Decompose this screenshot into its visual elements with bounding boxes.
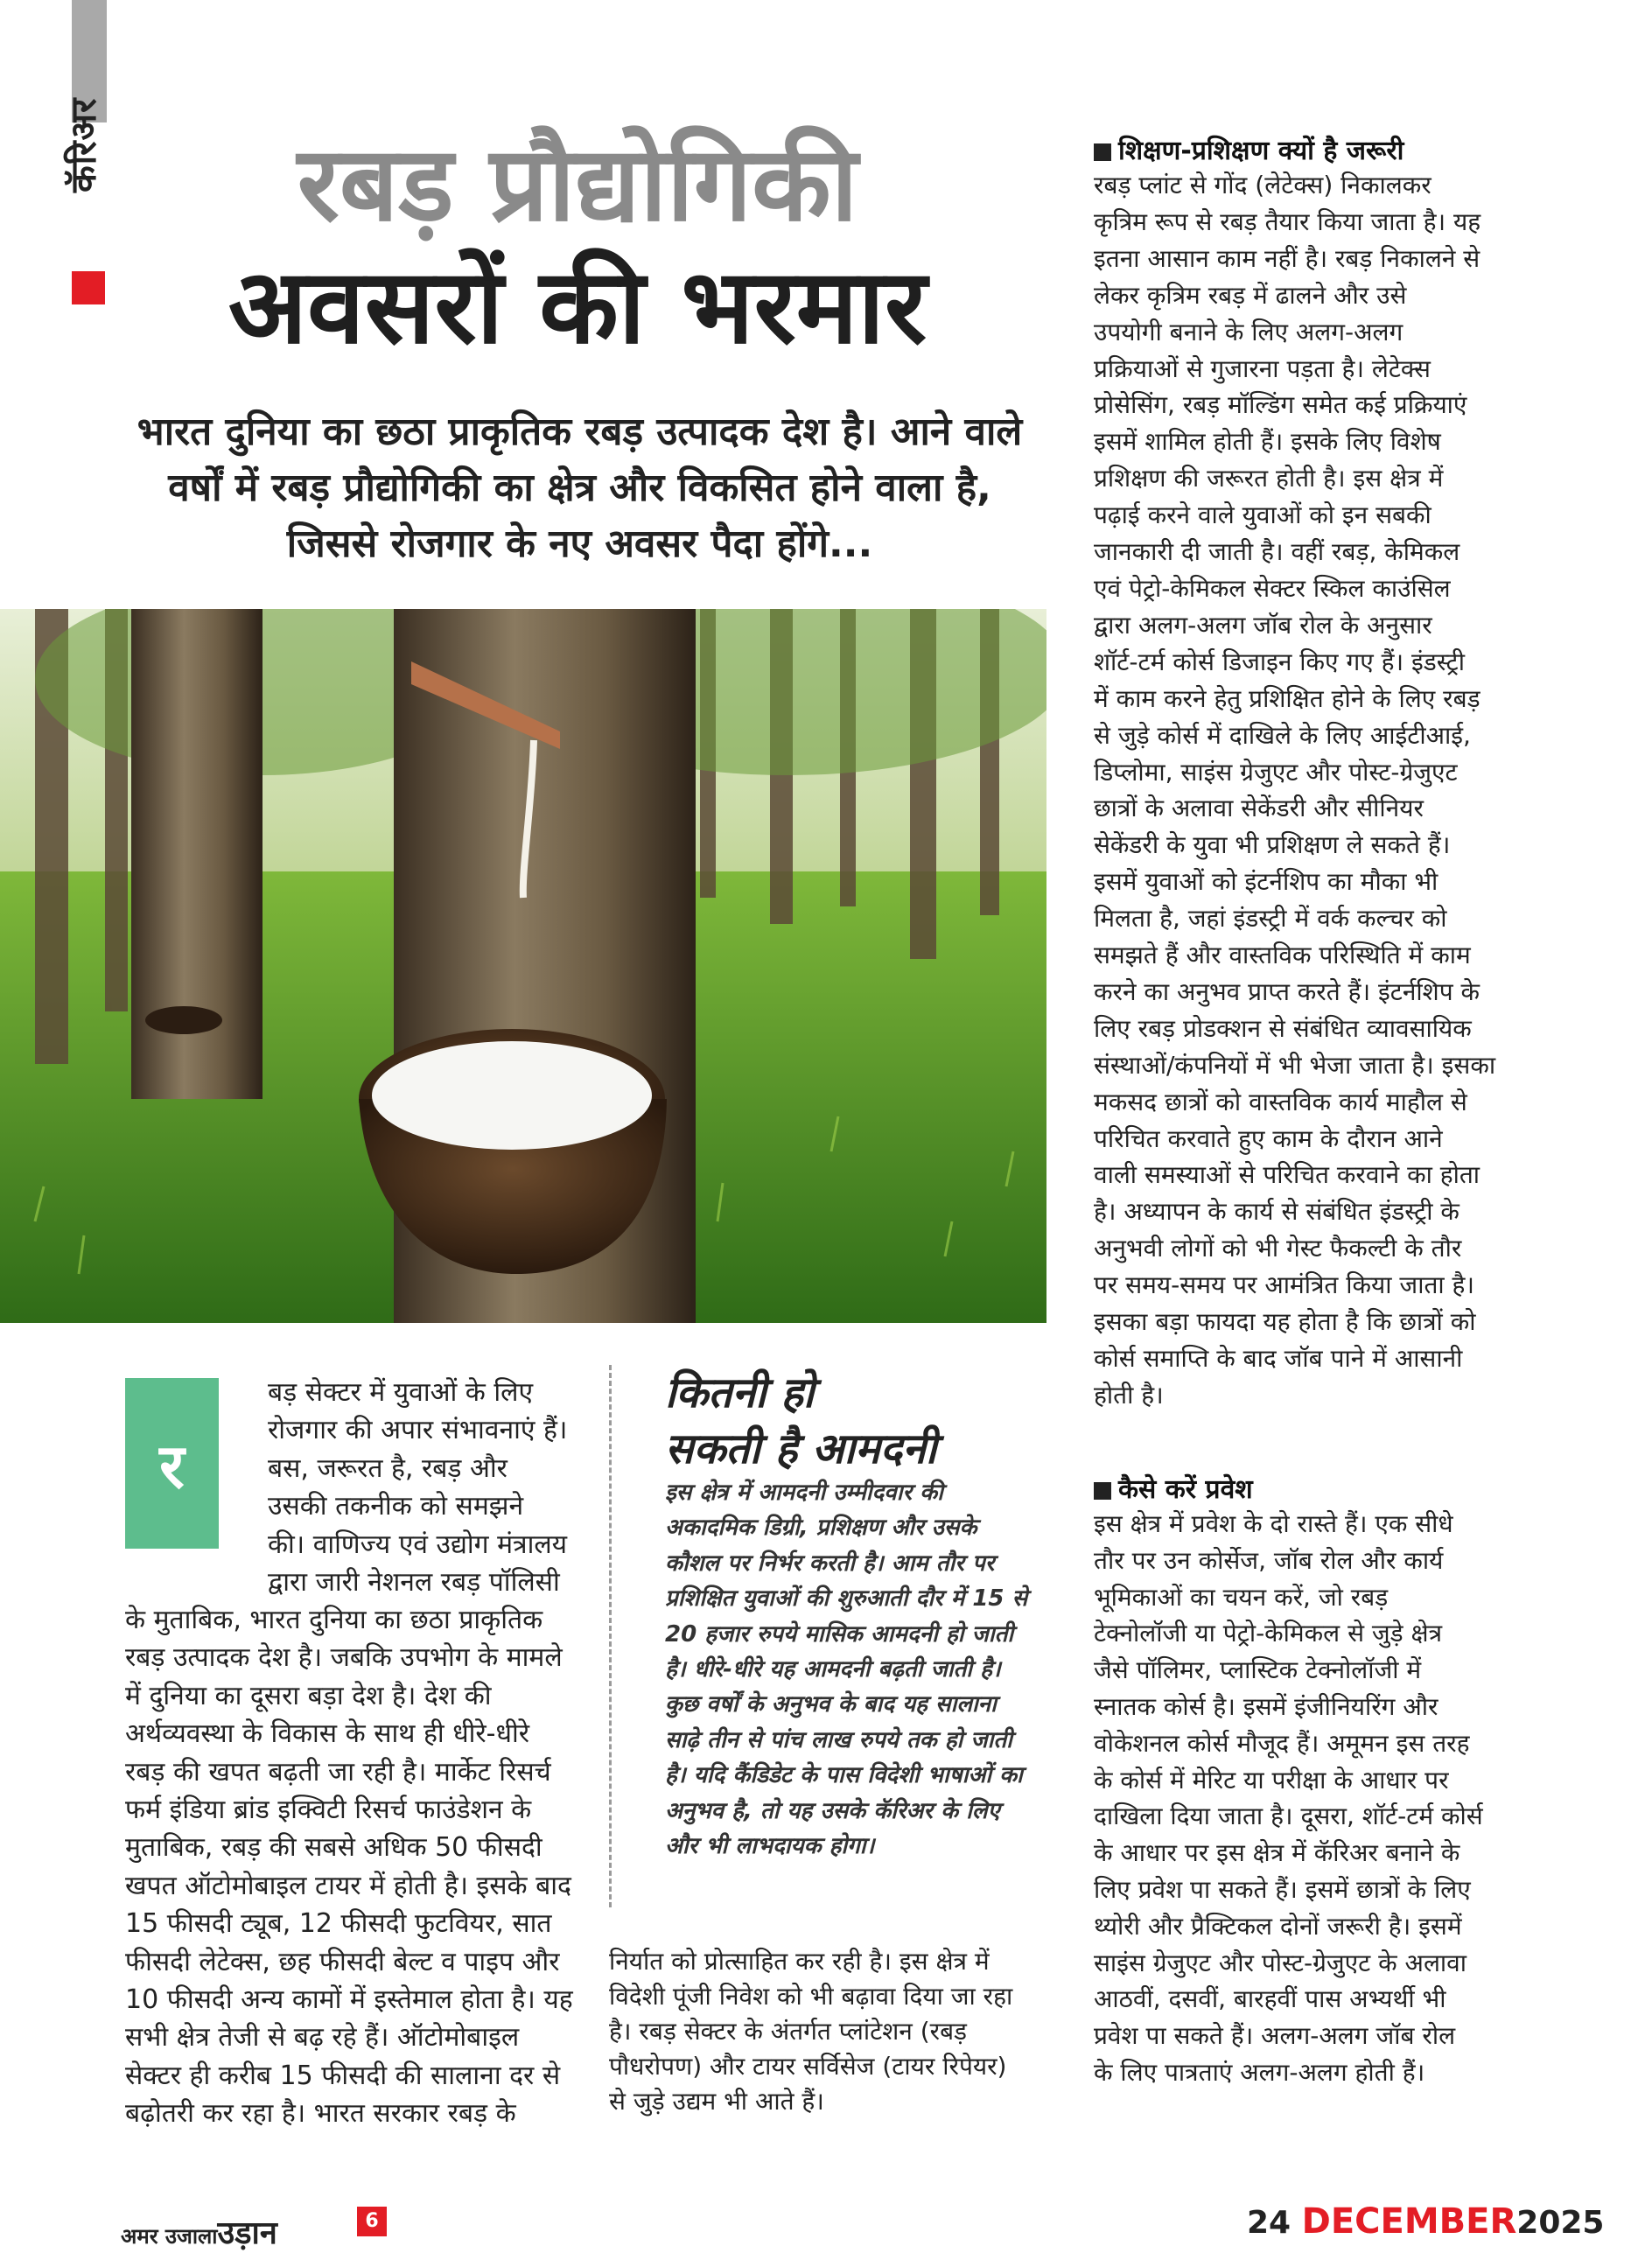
income-title-line-1: कितनी हो [665, 1368, 815, 1417]
admission-line: साइंस ग्रेजुएट और पोस्ट-ग्रेजुएट के अलावा [1094, 1948, 1466, 1977]
training-line: रबड़ प्लांट से गोंद (लेटेक्स) निकालकर [1094, 171, 1432, 199]
admission-line: प्रवेश पा सकते हैं। अलग-अलग जॉब रोल [1094, 2021, 1456, 2051]
training-line: पढ़ाई करने वाले युवाओं को इन सबकी [1094, 500, 1432, 530]
income-line: साढ़े तीन से पांच लाख रुपये तक हो जाती [665, 1726, 1012, 1753]
income-line: 20 हजार रुपये मासिक आमदनी हो जाती [665, 1620, 1014, 1648]
middle-tail [609, 1944, 1046, 2119]
admission-body [1094, 1506, 1549, 2091]
bullet-square-icon [1094, 143, 1111, 161]
admission-line: के कोर्स में मेरिट या परीक्षा के आधार पर [1094, 1765, 1449, 1795]
middle-tail-line: है। रबड़ सेक्टर के अंतर्गत प्लांटेशन (रबड़ [609, 2017, 968, 2046]
section-label-text: कॅरिअर [65, 97, 103, 192]
admission-line: इस क्षेत्र में प्रवेश के दो रास्ते हैं। एक सीधे [1094, 1509, 1453, 1538]
admission-line: जैसे पॉलिमर, प्लास्टिक टेक्नोलॉजी में [1094, 1655, 1422, 1685]
income-line: है। यदि कैंडिडेट के पास विदेशी भाषाओं का [665, 1762, 1023, 1789]
admission-heading-text: कैसे करें प्रवेश [1118, 1474, 1253, 1505]
intro-lead-line: की। वाणिज्य एवं उद्योग मंत्रालय [268, 1529, 568, 1560]
income-line: और भी लाभदायक होगा। [665, 1833, 875, 1860]
page-number: 6 [357, 2207, 387, 2236]
income-line: अकादमिक डिग्री, प्रशिक्षण और उसके [665, 1515, 977, 1542]
training-line: शॉर्ट-टर्म कोर्स डिजाइन किए गए हैं। इंडस्ट्री [1094, 647, 1465, 676]
admission-line: आठवीं, दसवीं, बारहवीं पास अभ्यर्थी भी [1094, 1984, 1446, 2014]
training-line: जानकारी दी जाती है। वहीं रबड़, केमिकल [1094, 537, 1460, 567]
middle-tail-line: विदेशी पूंजी निवेश को भी बढ़ावा दिया जा रहा [609, 1982, 1013, 2011]
income-line: है। धीरे-धीरे यह आमदनी बढ़ती जाती है। [665, 1656, 1001, 1683]
training-line: होती है। [1094, 1380, 1164, 1410]
training-line: मिलता है, जहां इंडस्ट्री में वर्क कल्चर को [1094, 904, 1447, 934]
rubber-tree-illustration [0, 609, 1046, 1323]
intro-body [125, 1601, 580, 2133]
intro-lead-line: द्वारा जारी नेशनल रबड़ पॉलिसी [268, 1567, 560, 1599]
training-line: इतना आसान काम नहीं है। रबड़ निकालने से [1094, 243, 1480, 273]
admission-line: लिए प्रवेश पा सकते हैं। इसमें छात्रों के लिए [1094, 1874, 1471, 1904]
intro-body-line: सभी क्षेत्र तेजी से बढ़ रहे हैं। ऑटोमोबाइल [125, 2022, 520, 2054]
date-year: 2025 [1516, 2205, 1605, 2241]
brand-small: अमर उजाला [121, 2224, 218, 2249]
intro-lead-line: रोजगार की अपार संभावनाएं हैं। [268, 1415, 568, 1446]
admission-heading [1094, 1470, 1549, 1506]
intro-lead [268, 1374, 583, 1601]
training-line: छात्रों के अलावा सेकेंडरी और सीनियर [1094, 794, 1424, 823]
income-title-line-2: सकती है आमदनी [665, 1424, 937, 1473]
intro-body-line: फीसदी लेटेक्स, छह फीसदी बेल्ट व पाइप और [125, 1946, 560, 1977]
publication-logo [121, 2210, 277, 2253]
issue-date [1247, 2201, 1604, 2242]
training-line: समझते हैं और वास्तविक परिस्थिति में काम [1094, 941, 1471, 970]
intro-lead-line: बड़ सेक्टर में युवाओं के लिए [268, 1377, 534, 1408]
training-line: प्रशिक्षण की जरूरत होती है। इस क्षेत्र में [1094, 464, 1444, 493]
training-line: सेकेंडरी के युवा भी प्रशिक्षण ले सकते हैं। [1094, 830, 1451, 860]
admission-line: के लिए पात्रताएं अलग-अलग होती हैं। [1094, 2057, 1425, 2087]
training-line: उपयोगी बनाने के लिए अलग-अलग [1094, 317, 1404, 346]
income-sidebar-title [665, 1365, 954, 1477]
intro-body-line: मुताबिक, रबड़ की सबसे अधिक 50 फीसदी [125, 1832, 542, 1864]
admission-line: थ्योरी और प्रैक्टिकल दोनों जरूरी है। इसमें [1094, 1911, 1462, 1941]
intro-body-line: में दुनिया का दूसरा बड़ा देश है। देश की [125, 1680, 492, 1711]
date-month: DECEMBER [1301, 2201, 1517, 2242]
income-sidebar-body [665, 1475, 1050, 1864]
training-body [1094, 167, 1549, 1414]
income-line: कुछ वर्षों के अनुभव के बाद यह सालाना [665, 1691, 997, 1718]
training-line: लेकर कृत्रिम रबड़ में ढालने और उसे [1094, 280, 1407, 310]
training-line: लिए रबड़ प्रोडक्शन से संबंधित व्यावसायिक [1094, 1013, 1472, 1043]
admission-line: वोकेशनल कोर्स मौजूद हैं। अमूमन इस तरह [1094, 1728, 1470, 1758]
headline-line-2: अवसरों की भरमार [228, 246, 928, 367]
bullet-square-icon [1094, 1482, 1111, 1500]
training-line: कृत्रिम रूप से रबड़ तैयार किया जाता है। यह [1094, 206, 1481, 236]
headline [140, 122, 1015, 367]
intro-body-line: फर्म इंडिया ब्रांड इक्विटी रिसर्च फाउंडेशन के [125, 1795, 532, 1826]
training-line: इसमें युवाओं को इंटर्नशिप का मौका भी [1094, 867, 1438, 897]
admission-line: भूमिकाओं का चयन करें, जो रबड़ [1094, 1582, 1389, 1612]
training-line: एवं पेट्रो-केमिकल सेक्टर स्किल काउंसिल [1094, 573, 1451, 603]
date-day: 24 [1247, 2205, 1292, 2241]
rubber-tree-photo [0, 609, 1046, 1323]
training-line: संस्थाओं/कंपनियों में भी भेजा जाता है। इसका [1094, 1050, 1496, 1080]
income-line: प्रशिक्षित युवाओं की शुरुआती दौर में 15 से [665, 1585, 1028, 1613]
training-line: इसमें शामिल होती हैं। इसके लिए विशेष [1094, 427, 1441, 457]
intro-body-line: अर्थव्यवस्था के विकास के साथ ही धीरे-धीरे [125, 1718, 530, 1750]
middle-tail-line: से जुड़े उद्यम भी आते हैं। [609, 2087, 824, 2116]
training-line: है। अध्यापन के कार्य से संबंधित इंडस्ट्री के [1094, 1197, 1460, 1227]
training-line: पर समय-समय पर आमंत्रित किया जाता है। [1094, 1270, 1475, 1300]
training-line: में काम करने हेतु प्रशिक्षित होने के लिए रबड़ [1094, 683, 1480, 713]
income-line: इस क्षेत्र में आमदनी उम्मीदवार की [665, 1480, 943, 1506]
admission-line: दाखिला दिया जाता है। दूसरा, शॉर्ट-टर्म कोर्स [1094, 1802, 1483, 1831]
intro-body-line: सेक्टर ही करीब 15 फीसदी की सालाना दर से [125, 2060, 561, 2091]
training-line: परिचित करवाते हुए काम के दौरान आने [1094, 1123, 1443, 1153]
section-label [58, 97, 119, 289]
intro-body-line: के मुताबिक, भारत दुनिया का छठा प्राकृतिक [125, 1605, 543, 1635]
intro-lead-line: उसकी तकनीक को समझने [268, 1491, 524, 1522]
drop-cap: र [125, 1378, 219, 1549]
training-line: द्वारा अलग-अलग जॉब रोल के अनुसार [1094, 610, 1432, 640]
headline-line-1: रबड़ प्रौद्योगिकी [297, 123, 858, 244]
training-line: से जुड़े कोर्स में दाखिले के लिए आईटीआई, [1094, 720, 1471, 750]
training-section [1094, 131, 1549, 1414]
brand-big: उड़ान [217, 2215, 277, 2251]
training-line: अनुभवी लोगों को भी गेस्ट फैकल्टी के तौर [1094, 1234, 1462, 1263]
intro-body-line: 10 फीसदी अन्य कामों में इस्तेमाल होता है। यह [125, 1984, 573, 2016]
admission-line: टेक्नोलॉजी या पेट्रो-केमिकल से जुड़े क्षेत्र [1094, 1619, 1443, 1648]
admission-section [1094, 1470, 1549, 2091]
middle-tail-line: पौधरोपण) और टायर सर्विसेज (टायर रिपेयर) [609, 2052, 1007, 2081]
income-line: अनुभव है, तो यह उसके कॅरिअर के लिए [665, 1797, 1000, 1824]
training-heading [1094, 131, 1549, 167]
admission-line: के आधार पर इस क्षेत्र में कॅरिअर बनाने के [1094, 1838, 1460, 1868]
training-line: डिप्लोमा, साइंस ग्रेजुएट और पोस्ट-ग्रेजुएट [1094, 757, 1458, 787]
intro-body-line: रबड़ उत्पादक देश है। जबकि उपभोग के मामले [125, 1642, 563, 1674]
training-line: करने का अनुभव प्राप्त करते हैं। इंटर्नशिप के [1094, 976, 1480, 1006]
standfirst: भारत दुनिया का छठा प्राकृतिक रबड़ उत्पादक देश है। आने वाले वर्षों में रबड़ प्रौद्योगिकी का क्षेत्र और विकसित होने वाला है, जिससे रोजगार के नए अवसर पैदा होंगे... [136, 409, 1023, 566]
admission-line: स्नातक कोर्स है। इसमें इंजीनियरिंग और [1094, 1691, 1438, 1721]
training-line: मकसद छात्रों को वास्तविक कार्य माहौल से [1094, 1087, 1467, 1116]
intro-body-line: खपत ऑटोमोबाइल टायर में होती है। इसके बाद [125, 1870, 571, 1901]
middle-tail-line: निर्यात को प्रोत्साहित कर रही है। इस क्षेत्र में [609, 1947, 990, 1976]
training-heading-text: शिक्षण-प्रशिक्षण क्यों है जरूरी [1118, 136, 1404, 166]
training-line: प्रक्रियाओं से गुजारना पड़ता है। लेटेक्स [1094, 353, 1431, 383]
income-line: कौशल पर निर्भर करती है। आम तौर पर [665, 1550, 995, 1577]
intro-body-line: 15 फीसदी ट्यूब, 12 फीसदी फुटवियर, सात [125, 1908, 552, 1940]
section-marker-square [72, 271, 105, 304]
training-line: प्रोसेसिंग, रबड़ मॉल्डिंग समेत कई प्रक्रियाएं [1094, 390, 1467, 420]
training-line: कोर्स समाप्ति के बाद जॉब पाने में आसानी [1094, 1344, 1463, 1373]
intro-body-line: बढ़ोतरी कर रहा है। भारत सरकार रबड़ के [125, 2098, 516, 2130]
training-line: वाली समस्याओं से परिचित करवाने का होता [1094, 1160, 1480, 1190]
admission-line: तौर पर उन कोर्सेज, जॉब रोल और कार्य [1094, 1545, 1444, 1575]
column-divider [609, 1365, 612, 1907]
intro-body-line: रबड़ की खपत बढ़ती जा रही है। मार्केट रिसर्च [125, 1756, 551, 1788]
training-line: इसका बड़ा फायदा यह होता है कि छात्रों को [1094, 1307, 1476, 1337]
intro-lead-line: बस, जरूरत है, रबड़ और [268, 1452, 508, 1484]
